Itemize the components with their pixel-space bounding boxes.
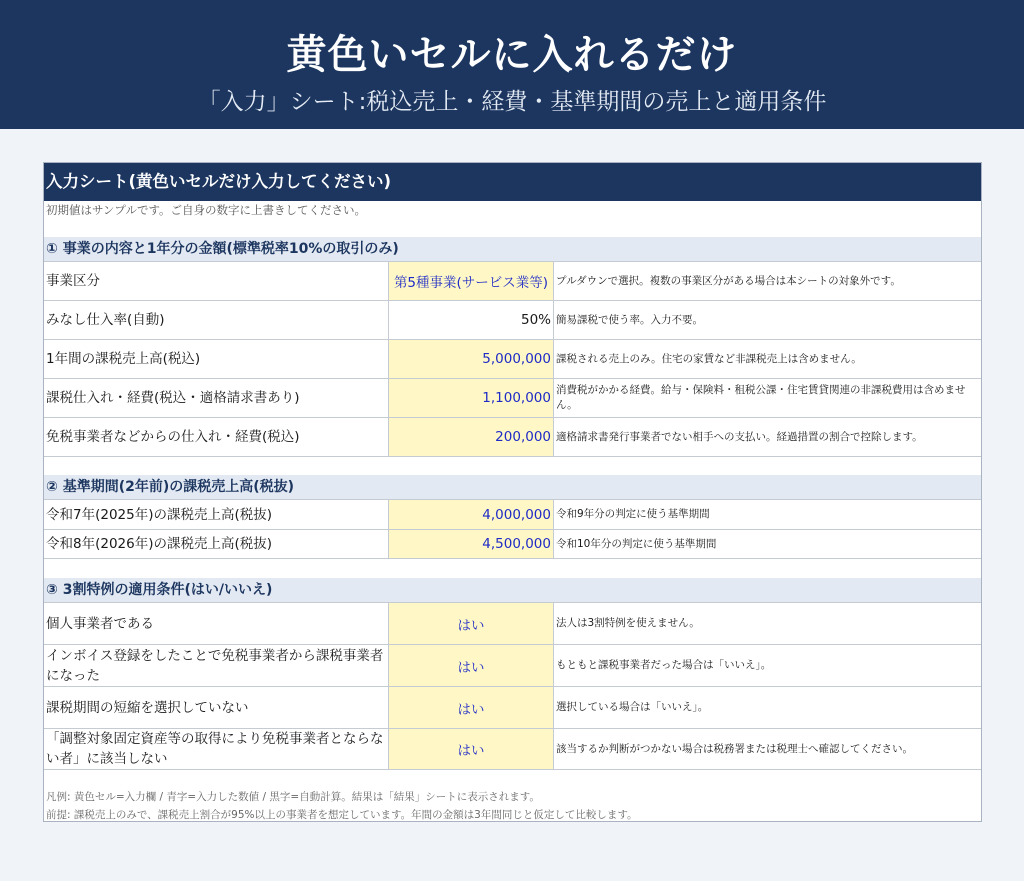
table-row — [44, 339, 981, 378]
table-row — [44, 378, 981, 417]
row-description: 消費税がかかる経費。給与・保険料・租税公課・住宅賃貸関連の非課税費用は含めません。 — [556, 384, 966, 411]
taxable-purchases-input[interactable]: 1,100,000 — [389, 379, 554, 417]
page-title: 黄色いセルに入れるだけ — [286, 32, 738, 78]
row-description: プルダウンで選択。複数の事業区分がある場合は本シートの対象外です。 — [556, 274, 901, 287]
row-label: 1年間の課税売上高(税込) — [44, 340, 389, 378]
sales-2025-input[interactable]: 4,000,000 — [389, 500, 554, 529]
section-heading-base-period: ② 基準期間(2年前)の課税売上高(税抜) — [44, 475, 981, 499]
row-description: 選択している場合は「いいえ」。 — [556, 701, 709, 713]
row-description: もともと課税事業者だった場合は「いいえ」。 — [556, 659, 772, 671]
premise-note: 前提: 課税売上のみで、課税売上割合が95%以上の事業者を想定しています。年間の金額は3年間同じと仮定して比較します。 — [46, 809, 638, 821]
row-description: 該当するか判断がつかない場合は税務署または税理士へ確認してください。 — [556, 742, 913, 755]
row-description: 令和9年分の判定に使う基準期間 — [556, 508, 710, 520]
page-header — [0, 0, 1024, 129]
row-description: 簡易課税で使う率。入力不要。 — [556, 313, 703, 326]
deemed-purchase-rate-value: 50% — [389, 301, 554, 339]
sheet-title: 入力シート(黄色いセルだけ入力してください) — [44, 163, 981, 201]
sole-proprietor-select[interactable]: はい — [389, 603, 554, 644]
table-row — [44, 261, 981, 300]
row-description: 法人は3割特例を使えません。 — [556, 617, 700, 629]
taxable-sales-input[interactable]: 5,000,000 — [389, 340, 554, 378]
section-heading-business: ① 事業の内容と1年分の金額(標準税率10%の取引のみ) — [44, 237, 981, 261]
table-row — [44, 602, 981, 644]
table-row — [44, 529, 981, 559]
row-description: 課税される売上のみ。住宅の家賃など非課税売上は含めません。 — [556, 352, 862, 365]
row-label: インボイス登録をしたことで免税事業者から課税事業者になった — [44, 645, 389, 686]
row-label: 令和7年(2025年)の課税売上高(税抜) — [44, 500, 389, 529]
business-category-dropdown[interactable]: 第5種事業(サービス業等) — [389, 262, 554, 300]
row-label: 事業区分 — [44, 262, 389, 300]
row-description: 適格請求書発行事業者でない相手への支払い。経過措置の割合で控除します。 — [556, 430, 923, 443]
exempt-purchases-input[interactable]: 200,000 — [389, 418, 554, 456]
fixed-asset-condition-select[interactable]: はい — [389, 729, 554, 769]
page-subtitle: 「入力」シート:税込売上・経費・基準期間の売上と適用条件 — [197, 89, 827, 115]
legend-note: 凡例: 黄色セル=入力欄 / 青字=入力した数値 / 黒字=自動計算。結果は「結果」シートに表示されます。 — [46, 791, 540, 803]
row-description: 令和10年分の判定に使う基準期間 — [556, 537, 717, 550]
table-row — [44, 300, 981, 339]
period-shortening-select[interactable]: はい — [389, 687, 554, 728]
section-heading-conditions: ③ 3割特例の適用条件(はい/いいえ) — [44, 578, 981, 602]
sales-2026-input[interactable]: 4,500,000 — [389, 530, 554, 558]
row-label: 「調整対象固定資産等の取得により免税事業者とならない者」に該当しない — [44, 729, 389, 769]
sheet-note: 初期値はサンプルです。ご自身の数字に上書きしてください。 — [46, 203, 367, 217]
table-row — [44, 644, 981, 686]
row-label: 令和8年(2026年)の課税売上高(税抜) — [44, 530, 389, 558]
input-sheet — [43, 162, 982, 822]
row-label: 個人事業者である — [44, 603, 389, 644]
table-row — [44, 417, 981, 457]
row-label: みなし仕入率(自動) — [44, 301, 389, 339]
invoice-registration-select[interactable]: はい — [389, 645, 554, 686]
row-label: 課税仕入れ・経費(税込・適格請求書あり) — [44, 379, 389, 417]
table-row — [44, 728, 981, 770]
table-row — [44, 686, 981, 728]
row-label: 免税事業者などからの仕入れ・経費(税込) — [44, 418, 389, 456]
table-row — [44, 499, 981, 529]
row-label: 課税期間の短縮を選択していない — [44, 687, 389, 728]
